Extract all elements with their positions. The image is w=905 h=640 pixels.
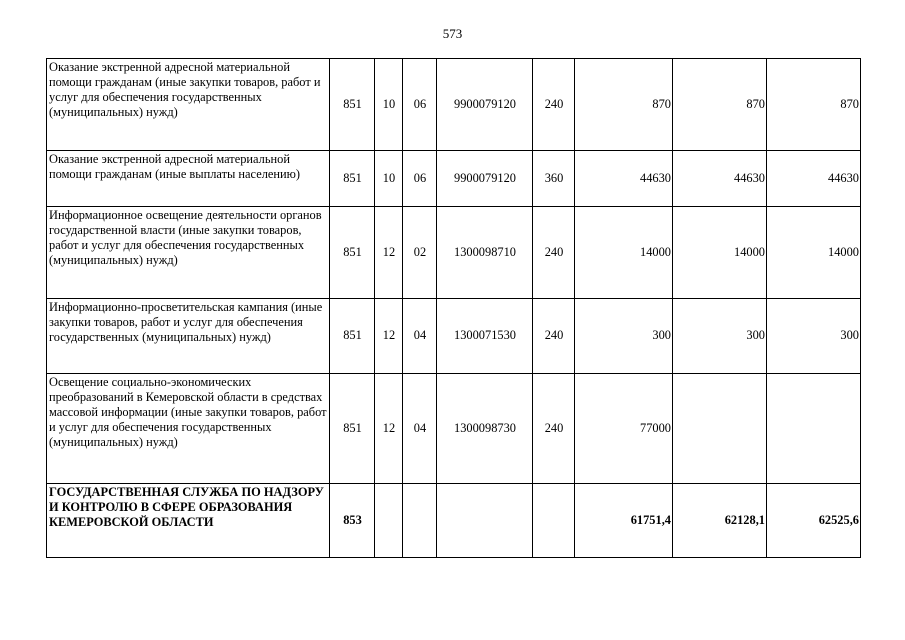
row-name: Информационно-просветительская кампания (иные закупки товаров, работ и услуг для обеспечения государственных (муниципальных) нужд) bbox=[47, 299, 330, 374]
section-code: 10 bbox=[375, 151, 403, 207]
subsection-code: 06 bbox=[403, 59, 437, 151]
expense-type-code bbox=[533, 484, 575, 558]
amount-year-3: 870 bbox=[767, 59, 861, 151]
expense-type-code: 240 bbox=[533, 207, 575, 299]
amount-year-2 bbox=[673, 374, 767, 484]
section-code bbox=[375, 484, 403, 558]
expense-type-code: 360 bbox=[533, 151, 575, 207]
page-number: 573 bbox=[442, 26, 463, 41]
amount-year-2: 300 bbox=[673, 299, 767, 374]
section-code: 10 bbox=[375, 59, 403, 151]
subsection-code: 06 bbox=[403, 151, 437, 207]
target-article-code: 9900079120 bbox=[437, 151, 533, 207]
expense-type-code: 240 bbox=[533, 299, 575, 374]
ministry-code: 851 bbox=[330, 151, 375, 207]
ministry-code: 853 bbox=[330, 484, 375, 558]
amount-year-3: 300 bbox=[767, 299, 861, 374]
subsection-code bbox=[403, 484, 437, 558]
row-name: Оказание экстренной адресной материальной помощи гражданам (иные выплаты населению) bbox=[47, 151, 330, 207]
table-row bbox=[47, 207, 861, 299]
amount-year-1: 61751,4 bbox=[575, 484, 673, 558]
budget-table bbox=[46, 58, 861, 558]
table-row bbox=[47, 374, 861, 484]
table-row bbox=[47, 299, 861, 374]
section-code: 12 bbox=[375, 374, 403, 484]
row-name: Освещение социально-экономических преобразований в Кемеровской области в средствах массовой информации (иные закупки товаров, работ и услуг для обеспечения государственных (муниципальных) нужд) bbox=[47, 374, 330, 484]
ministry-code: 851 bbox=[330, 207, 375, 299]
section-code: 12 bbox=[375, 299, 403, 374]
ministry-code: 851 bbox=[330, 374, 375, 484]
target-article-code: 1300098710 bbox=[437, 207, 533, 299]
section-code: 12 bbox=[375, 207, 403, 299]
target-article-code: 9900079120 bbox=[437, 59, 533, 151]
subsection-code: 04 bbox=[403, 299, 437, 374]
table-row bbox=[47, 151, 861, 207]
expense-type-code: 240 bbox=[533, 59, 575, 151]
amount-year-1: 870 bbox=[575, 59, 673, 151]
amount-year-3: 44630 bbox=[767, 151, 861, 207]
amount-year-1: 300 bbox=[575, 299, 673, 374]
target-article-code: 1300098730 bbox=[437, 374, 533, 484]
ministry-code: 851 bbox=[330, 299, 375, 374]
amount-year-2: 870 bbox=[673, 59, 767, 151]
amount-year-2: 44630 bbox=[673, 151, 767, 207]
target-article-code bbox=[437, 484, 533, 558]
subsection-code: 02 bbox=[403, 207, 437, 299]
row-name: ГОСУДАРСТВЕННАЯ СЛУЖБА ПО НАДЗОРУ И КОНТРОЛЮ В СФЕРЕ ОБРАЗОВАНИЯ КЕМЕРОВСКОЙ ОБЛАСТИ bbox=[47, 484, 330, 558]
table-row bbox=[47, 484, 861, 558]
subsection-code: 04 bbox=[403, 374, 437, 484]
amount-year-1: 14000 bbox=[575, 207, 673, 299]
expense-type-code: 240 bbox=[533, 374, 575, 484]
target-article-code: 1300071530 bbox=[437, 299, 533, 374]
amount-year-2: 14000 bbox=[673, 207, 767, 299]
row-name: Информационное освещение деятельности органов государственной власти (иные закупки товаров, работ и услуг для обеспечения государственных (муниципальных) нужд) bbox=[47, 207, 330, 299]
row-name: Оказание экстренной адресной материальной помощи гражданам (иные закупки товаров, работ и услуг для обеспечения государственных (муниципальных) нужд) bbox=[47, 59, 330, 151]
amount-year-1: 44630 bbox=[575, 151, 673, 207]
amount-year-3: 14000 bbox=[767, 207, 861, 299]
amount-year-2: 62128,1 bbox=[673, 484, 767, 558]
amount-year-3 bbox=[767, 374, 861, 484]
table-row bbox=[47, 59, 861, 151]
ministry-code: 851 bbox=[330, 59, 375, 151]
amount-year-1: 77000 bbox=[575, 374, 673, 484]
amount-year-3: 62525,6 bbox=[767, 484, 861, 558]
